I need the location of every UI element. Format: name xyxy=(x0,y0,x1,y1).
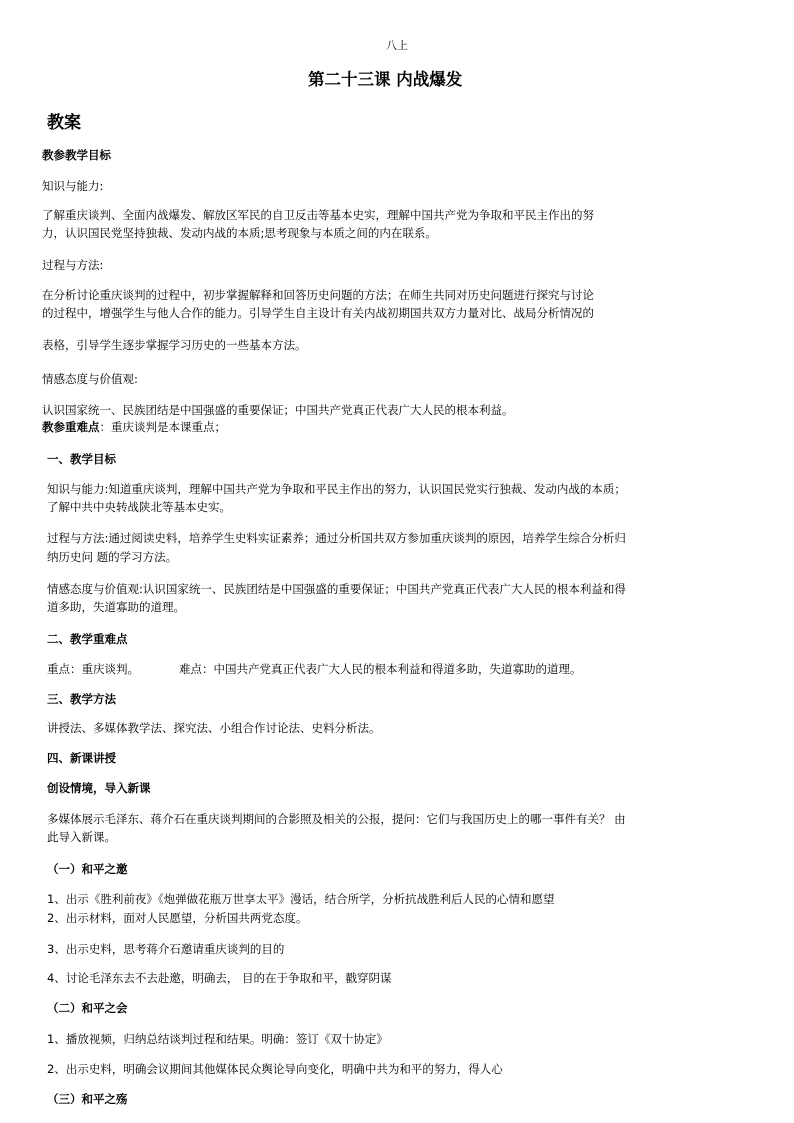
part-1-item-3: 3、出示史料，思考蒋介石邀请重庆谈判的目的 xyxy=(47,942,285,956)
part-1-item-1: 1、出示《胜利前夜》《炮弹做花瓶万世享太平》漫话，结合所学，分析抗战胜利后人民的心情和愿望 xyxy=(47,892,555,906)
section-4-title: 四、新课讲授 xyxy=(47,751,116,765)
part-2-title: （二）和平之会 xyxy=(47,1001,128,1015)
part-2-item-1: 1、播放视频，归纳总结谈判过程和结果。明确：签订《双十协定》 xyxy=(47,1032,388,1046)
intro-title: 创设情境，导入新课 xyxy=(47,781,151,795)
section-1-knowledge-line-1: 知识与能力:知道重庆谈判，理解中国共产党为争取和平民主作出的努力，认识国民党实行独裁、发动内战的本质； xyxy=(47,482,626,496)
section-1-process-line-1: 过程与方法:通过阅读史料，培养学生史料实证素养；通过分析国共双方参加重庆谈判的原因，培养学生综合分析归 xyxy=(47,531,626,545)
part-1-title: （一）和平之邀 xyxy=(47,862,128,876)
section-1-emotion-line-2: 道多助，失道寡助的道理。 xyxy=(47,600,185,614)
process-line-3: 表格，引导学生逐步掌握学习历史的一些基本方法。 xyxy=(42,338,307,352)
section-1-process-line-2: 纳历史问 题的学习方法。 xyxy=(47,550,178,564)
key-points-text: ：重庆谈判是本课重点； xyxy=(99,420,226,434)
part-1-item-2: 2、出示材料，面对人民愿望，分析国共两党态度。 xyxy=(47,911,308,925)
part-3-title: （三）和平之殇 xyxy=(47,1092,128,1106)
knowledge-line-1: 了解重庆谈判、全面内战爆发、解放区军民的自卫反击等基本史实，理解中国共产党为争取和平民主作出的努 xyxy=(42,208,594,222)
key-points-label: 教参重难点 xyxy=(42,420,100,434)
process-line-2: 的过程中，增强学生与他人合作的能力。引导学生自主设计有关内战初期国共双方力量对比、战局分析情况的 xyxy=(42,306,594,320)
section-1-title: 一、教学目标 xyxy=(47,452,116,466)
section-3-text: 讲授法、多媒体教学法、探究法、小组合作讨论法、史料分析法。 xyxy=(47,721,381,735)
section-3-title: 三、教学方法 xyxy=(47,692,116,706)
section-1-knowledge-line-2: 了解中共中央转战陕北等基本史实。 xyxy=(47,500,231,514)
part-2-item-2: 2、出示史料，明确会议期间其他媒体民众舆论导向变化，明确中共为和平的努力，得人心 xyxy=(47,1062,503,1076)
grade-label: 八上 xyxy=(386,39,408,52)
knowledge-label: 知识与能力: xyxy=(42,179,104,193)
goals-heading: 教参教学目标 xyxy=(42,148,111,162)
process-label: 过程与方法: xyxy=(42,258,104,272)
section-2-focus: 重点：重庆谈判。 xyxy=(47,662,139,676)
emotion-line-1: 认识国家统一、民族团结是中国强盛的重要保证；中国共产党真正代表广大人民的根本利益。 xyxy=(42,403,514,417)
section-2-title: 二、教学重难点 xyxy=(47,632,128,646)
key-points-line xyxy=(42,420,226,434)
section-label: 教案 xyxy=(47,113,81,133)
part-1-item-4: 4、讨论毛泽东去不去赴邀，明确去， 目的在于争取和平，戳穿阴谋 xyxy=(47,971,392,985)
intro-line-1: 多媒体展示毛泽东、蒋介石在重庆谈判期间的合影照及相关的公报，提问：它们与我国历史上的哪一事件有关？ 由 xyxy=(47,812,626,826)
intro-line-2: 此导入新课。 xyxy=(47,830,116,844)
section-2-difficulty: 难点：中国共产党真正代表广大人民的根本利益和得道多助，失道寡助的道理。 xyxy=(179,662,582,676)
process-line-1: 在分析讨论重庆谈判的过程中，初步掌握解释和回答历史问题的方法；在师生共同对历史问题进行探究与讨论 xyxy=(42,288,594,302)
emotion-label: 情感态度与价值观: xyxy=(42,372,138,386)
knowledge-line-2: 力，认识国民党坚持独裁、发动内战的本质;思考现象与本质之间的内在联系。 xyxy=(42,226,437,240)
section-1-emotion-line-1: 情感态度与价值观:认识国家统一、民族团结是中国强盛的重要保证；中国共产党真正代表广大人民的根本利益和得 xyxy=(47,582,626,596)
lesson-title: 第二十三课 内战爆发 xyxy=(308,70,463,89)
